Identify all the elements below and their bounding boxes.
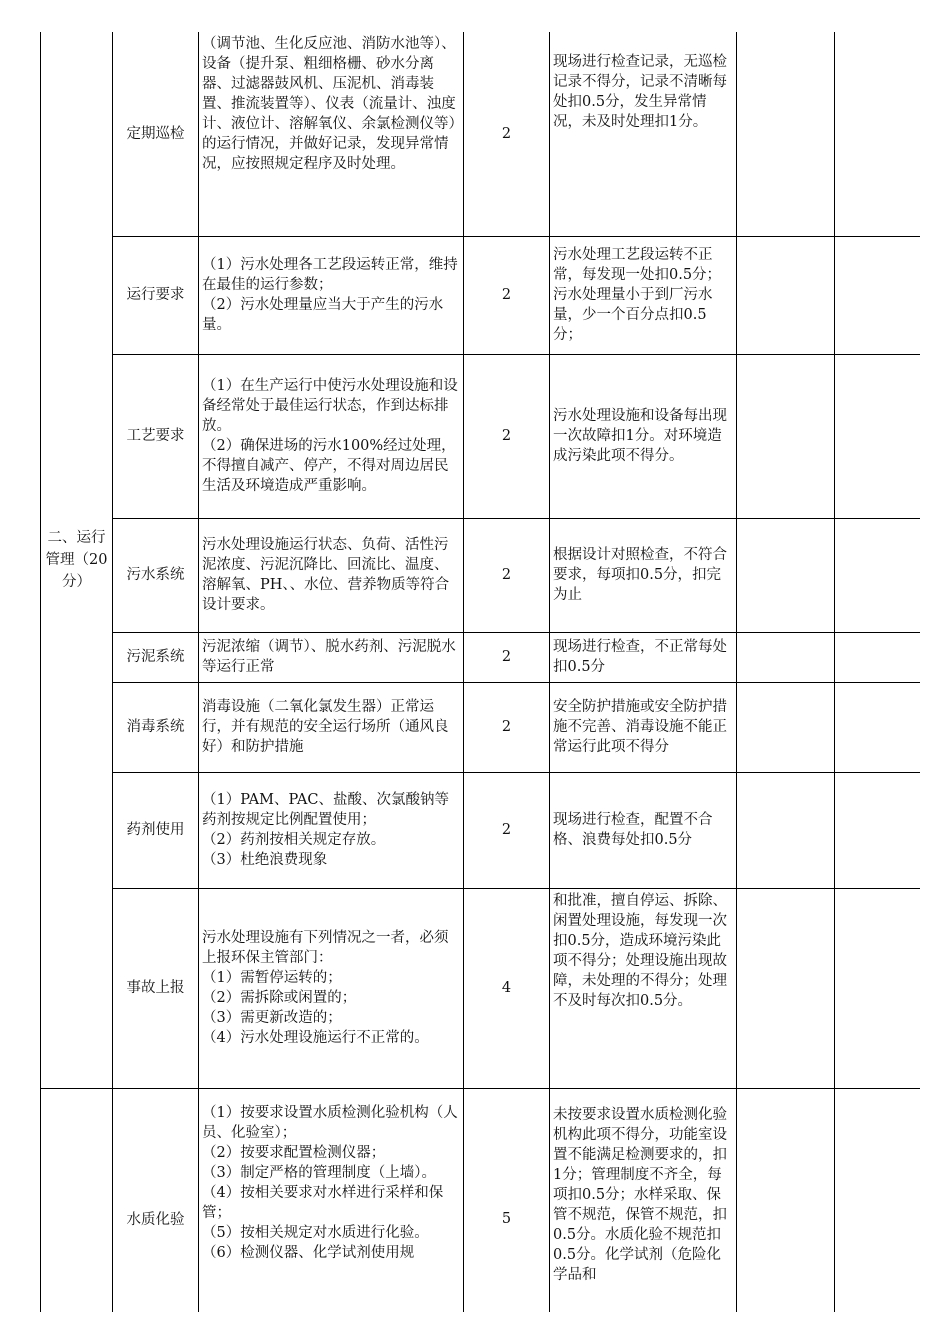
- score-result-cell: [737, 888, 835, 1088]
- table-row: [41, 518, 921, 632]
- remark-cell: [835, 354, 921, 518]
- content-line: （2）需拆除或闲置的；: [202, 990, 357, 1006]
- item-name: 工艺要求: [113, 354, 199, 518]
- content-line: （5）按相关规定对水质进行化验。: [202, 1224, 429, 1241]
- item-content: [199, 772, 464, 888]
- item-name: 药剂使用: [113, 772, 199, 888]
- score-result-cell: [737, 772, 835, 888]
- remark-cell: [835, 1088, 921, 1312]
- scoring-rule: 污水处理设施和设备每出现一次故障扣1分。对环境造成污染此项不得分。: [550, 354, 737, 518]
- remark-cell: [835, 632, 921, 682]
- content-line: （3）制定严格的管理制度（上墙）。: [202, 1164, 436, 1181]
- remark-cell: [835, 682, 921, 772]
- content-line: （3）需更新改造的；: [202, 1010, 342, 1026]
- score-result-cell: [737, 1088, 835, 1312]
- score-result-cell: [737, 32, 835, 236]
- table-row: [41, 32, 921, 236]
- item-score: 2: [464, 354, 550, 518]
- content-line: （1）按要求设置水质检测化验机构（人员、化验室）；: [202, 1104, 458, 1141]
- content-line: （1）PAM、PAC、盐酸、次氯酸钠等药剂按规定比例配置使用；: [202, 792, 449, 828]
- content-line: （3）杜绝浪费现象: [202, 852, 328, 868]
- item-score: 2: [464, 518, 550, 632]
- content-line: （1）需暂停运转的；: [202, 970, 342, 986]
- item-content: [199, 32, 464, 236]
- score-result-cell: [737, 518, 835, 632]
- item-score: 2: [464, 682, 550, 772]
- score-result-cell: [737, 632, 835, 682]
- item-name: 污泥系统: [113, 632, 199, 682]
- table-row: [41, 632, 921, 682]
- table-row: [41, 888, 921, 1088]
- content-line: 污水处理设施运行状态、负荷、活性污泥浓度、污泥沉降比、回流比、温度、溶解氧、PH、、水位、营养物质等符合设计要求。: [202, 537, 450, 613]
- item-score: 5: [464, 1088, 550, 1312]
- content-line: 污泥浓缩（调节）、脱水药剂、污泥脱水等运行正常: [202, 639, 456, 675]
- item-name: 事故上报: [113, 888, 199, 1088]
- remark-cell: [835, 772, 921, 888]
- content-line: （2）药剂按相关规定存放。: [202, 832, 386, 848]
- content-line: （4）污水处理设施运行不正常的。: [202, 1030, 429, 1046]
- evaluation-table: [40, 32, 920, 1312]
- scoring-rule: 根据设计对照检查，不符合要求，每项扣0.5分，扣完为止: [550, 518, 737, 632]
- score-result-cell: [737, 354, 835, 518]
- content-line: 污水处理设施有下列情况之一者，必须上报环保主管部门：: [202, 930, 449, 966]
- content-line: （2）污水处理量应当大于产生的污水量。: [202, 297, 444, 333]
- category-cell: 二、运行管理（20分）: [41, 32, 113, 1088]
- scoring-rule: 现场进行检查，不正常每处扣0.5分: [550, 632, 737, 682]
- scoring-rule: 污水处理工艺段运转不正常，每发现一处扣0.5分；污水处理量小于到厂污水量，少一个百分点扣0.5分；: [550, 236, 737, 354]
- category-cell: [41, 1088, 113, 1312]
- item-content: [199, 354, 464, 518]
- item-name: 水质化验: [113, 1088, 199, 1312]
- item-content: [199, 1088, 464, 1312]
- item-content: [199, 518, 464, 632]
- content-line: （1）污水处理各工艺段运转正常，维持在最佳的运行参数；: [202, 257, 458, 293]
- item-content: [199, 888, 464, 1088]
- item-name: 污水系统: [113, 518, 199, 632]
- content-line: （2）确保进场的污水100%经过处理，不得擅自减产、停产，不得对周边居民生活及环境造成严重影响。: [202, 438, 456, 494]
- content-line: （4）按相关要求对水样进行采样和保管；: [202, 1184, 444, 1221]
- score-result-cell: [737, 236, 835, 354]
- content-line: （6）检测仪器、化学试剂使用规: [202, 1244, 415, 1261]
- table-row: [41, 1088, 921, 1312]
- item-score: 4: [464, 888, 550, 1088]
- content-line: 消毒设施（二氧化氯发生器）正常运行，并有规范的安全运行场所（通风良好）和防护措施: [202, 699, 449, 755]
- remark-cell: [835, 236, 921, 354]
- content-line: （2）按要求配置检测仪器；: [202, 1144, 386, 1161]
- remark-cell: [835, 888, 921, 1088]
- item-name: 定期巡检: [113, 32, 199, 236]
- scoring-rule: 和批准，擅自停运、拆除、闲置处理设施，每发现一次扣0.5分，造成环境污染此项不得分；处理设施出现故障，未处理的不得分；处理不及时每次扣0.5分。: [550, 888, 737, 1088]
- remark-cell: [835, 32, 921, 236]
- item-content: [199, 682, 464, 772]
- item-content: [199, 632, 464, 682]
- item-score: 2: [464, 32, 550, 236]
- item-name: 消毒系统: [113, 682, 199, 772]
- item-score: 2: [464, 772, 550, 888]
- table-row: [41, 236, 921, 354]
- score-result-cell: [737, 682, 835, 772]
- item-score: 2: [464, 632, 550, 682]
- remark-cell: [835, 518, 921, 632]
- evaluation-table-sheet: [40, 32, 920, 1312]
- scoring-rule: 未按要求设置水质检测化验机构此项不得分，功能室设置不能满足检测要求的，扣1分；管理制度不齐全，每项扣0.5分；水样采取、保管不规范，保管不规范，扣0.5分。水质化验不规范扣0.5分。化学试剂（危险化学品和: [550, 1088, 737, 1312]
- table-row: [41, 772, 921, 888]
- table-row: [41, 354, 921, 518]
- scoring-rule: 现场进行检查记录，无巡检记录不得分，记录不清晰每处扣0.5分，发生异常情况，未及时处理扣1分。: [550, 32, 737, 236]
- content-line: （调节池、生化反应池、消防水池等）、设备（提升泵、粗细格栅、砂水分离器、过滤器鼓风机、压泥机、消毒装置、推流装置等）、仪表（流量计、浊度计、液位计、溶解氧仪、余氯检测仪等）的运行情况，并做好记录，发现异常情况，应按照规定程序及时处理。: [202, 36, 456, 172]
- item-content: [199, 236, 464, 354]
- item-name: 运行要求: [113, 236, 199, 354]
- item-score: 2: [464, 236, 550, 354]
- scoring-rule: 安全防护措施或安全防护措施不完善、消毒设施不能正常运行此项不得分: [550, 682, 737, 772]
- table-row: [41, 682, 921, 772]
- content-line: （1）在生产运行中使污水处理设施和设备经常处于最佳运行状态，作到达标排放。: [202, 378, 458, 434]
- scoring-rule: 现场进行检查，配置不合格、浪费每处扣0.5分: [550, 772, 737, 888]
